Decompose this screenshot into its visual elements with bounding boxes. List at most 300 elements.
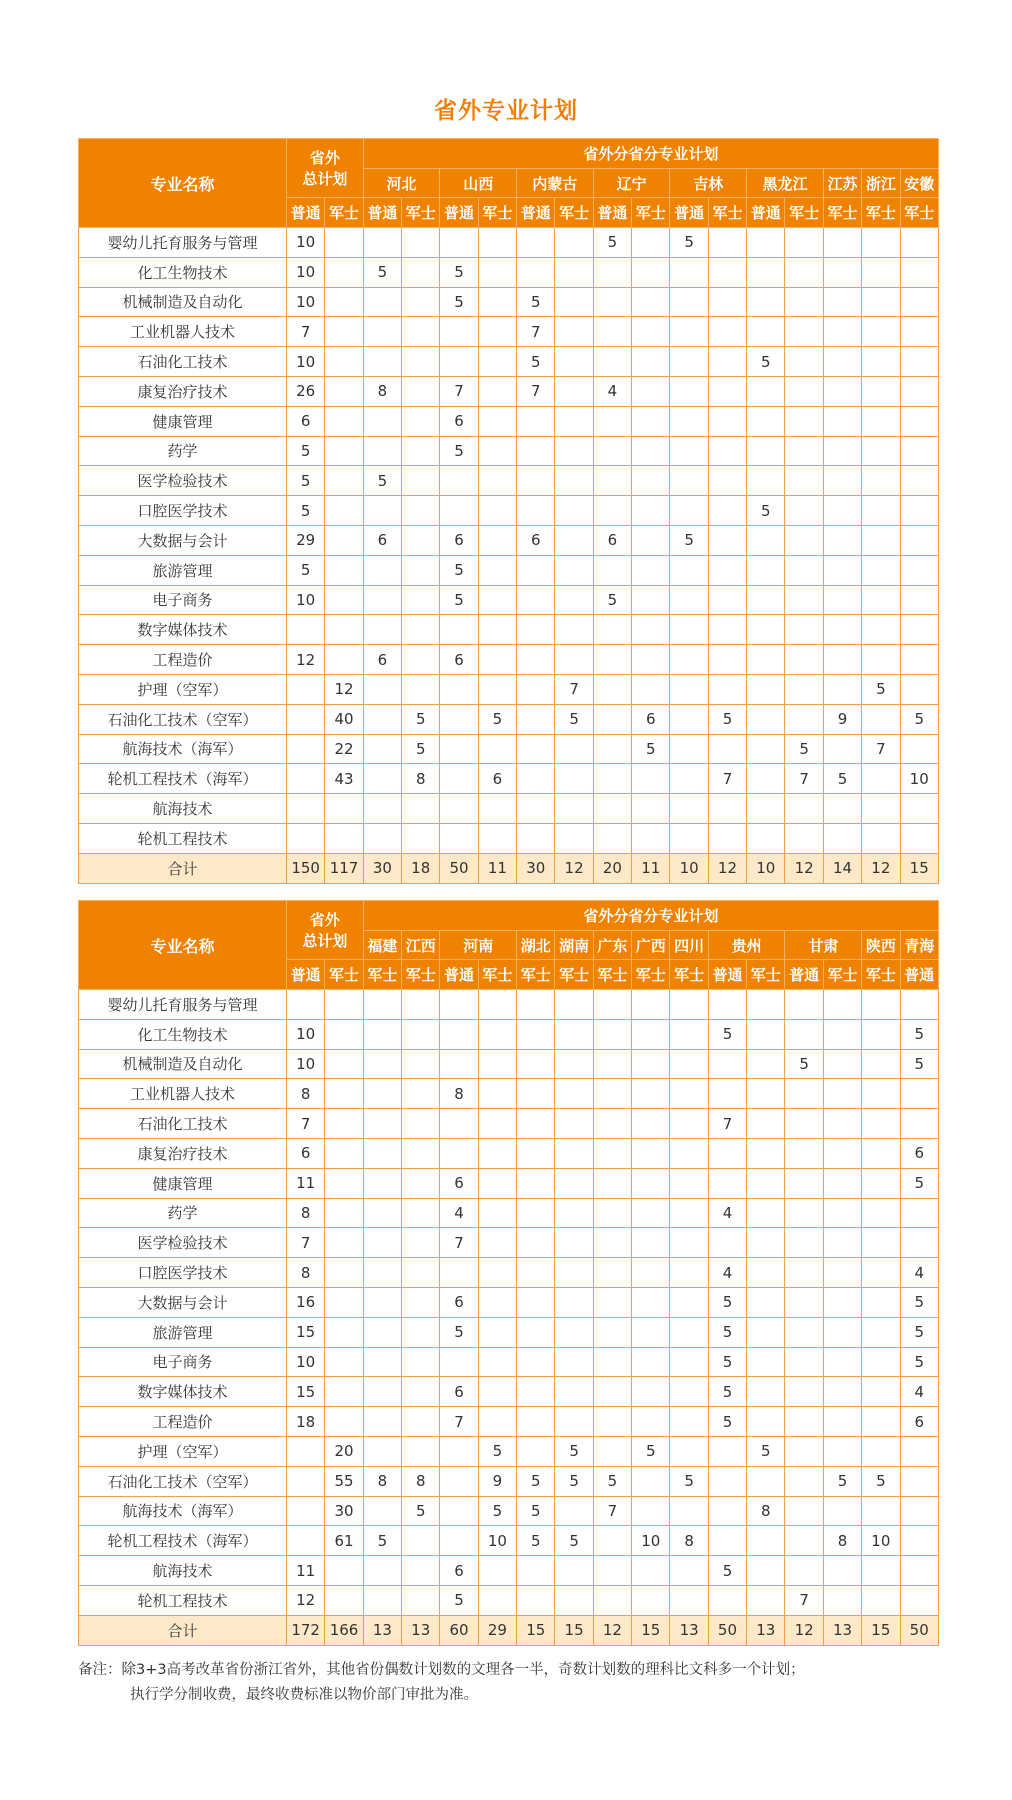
plan-count-cell: 5 (287, 496, 325, 526)
plan-count-cell (823, 615, 861, 645)
plan-count-cell (632, 1556, 670, 1586)
plan-count-cell (363, 436, 401, 466)
province-plan-table-2 (78, 900, 939, 1646)
province-header: 山西 (440, 169, 517, 198)
plan-count-cell (632, 764, 670, 794)
plan-count-cell (517, 228, 555, 258)
plan-count-cell: 5 (517, 287, 555, 317)
plan-count-cell (402, 555, 440, 585)
plan-count-cell: 5 (402, 704, 440, 734)
plan-type-header: 普通 (517, 198, 555, 228)
plan-count-cell (632, 257, 670, 287)
province-header: 广西 (632, 931, 670, 960)
plan-type-header: 军士 (593, 960, 631, 990)
plan-count-cell: 5 (708, 1317, 746, 1347)
plan-count-cell (402, 525, 440, 555)
plan-count-cell (402, 287, 440, 317)
plan-count-cell (862, 525, 900, 555)
plan-count-cell (823, 257, 861, 287)
major-name: 轮机工程技术 (79, 823, 287, 853)
plan-count-cell (517, 1138, 555, 1168)
plan-count-cell: 10 (287, 257, 325, 287)
plan-count-cell (708, 794, 746, 824)
plan-count-cell (823, 525, 861, 555)
plan-count-cell (517, 1436, 555, 1466)
table-row (79, 555, 939, 585)
plan-count-cell (862, 1496, 900, 1526)
plan-count-cell (402, 1317, 440, 1347)
total-count-cell: 20 (593, 853, 631, 883)
total-count-cell: 150 (287, 853, 325, 883)
total-row (79, 853, 939, 883)
major-name: 石油化工技术（空军） (79, 704, 287, 734)
plan-count-cell (402, 347, 440, 377)
plan-count-cell: 7 (440, 1407, 478, 1437)
plan-count-cell (363, 1585, 401, 1615)
plan-count-cell (747, 406, 785, 436)
plan-count-cell (632, 1347, 670, 1377)
plan-count-cell (785, 823, 823, 853)
plan-count-cell (478, 555, 516, 585)
plan-count-cell (747, 1585, 785, 1615)
plan-count-cell (632, 1079, 670, 1109)
plan-count-cell: 61 (325, 1526, 363, 1556)
plan-count-cell (823, 1287, 861, 1317)
plan-count-cell (555, 317, 593, 347)
table-row (79, 704, 939, 734)
plan-count-cell (632, 1228, 670, 1258)
plan-count-cell (478, 1019, 516, 1049)
plan-count-cell (440, 1138, 478, 1168)
plan-count-cell (708, 1466, 746, 1496)
plan-count-cell: 15 (287, 1317, 325, 1347)
plan-type-header: 军士 (632, 960, 670, 990)
plan-count-cell (862, 1436, 900, 1466)
plan-count-cell (747, 1556, 785, 1586)
plan-count-cell (670, 466, 708, 496)
plan-type-header: 普通 (287, 960, 325, 990)
plan-count-cell (478, 1585, 516, 1615)
plan-count-cell (440, 1258, 478, 1288)
plan-count-cell (478, 466, 516, 496)
table-row (79, 1347, 939, 1377)
plan-count-cell (632, 317, 670, 347)
plan-count-cell (747, 674, 785, 704)
plan-count-cell (785, 1019, 823, 1049)
plan-count-cell (593, 347, 631, 377)
plan-count-cell (900, 1496, 938, 1526)
plan-count-cell (440, 1526, 478, 1556)
plan-count-cell (517, 1317, 555, 1347)
plan-count-cell (402, 794, 440, 824)
plan-count-cell (708, 1168, 746, 1198)
major-name: 旅游管理 (79, 1317, 287, 1347)
plan-count-cell (670, 1377, 708, 1407)
plan-count-cell (478, 1079, 516, 1109)
plan-count-cell (900, 317, 938, 347)
total-count-cell: 15 (632, 1615, 670, 1645)
plan-count-cell (555, 1287, 593, 1317)
plan-count-cell (517, 615, 555, 645)
plan-count-cell (785, 1496, 823, 1526)
province-header: 安徽 (900, 169, 938, 198)
plan-count-cell (555, 645, 593, 675)
province-header: 内蒙古 (517, 169, 594, 198)
plan-count-cell (402, 645, 440, 675)
plan-count-cell (785, 317, 823, 347)
plan-count-cell (747, 794, 785, 824)
plan-count-cell (593, 1049, 631, 1079)
plan-count-cell: 5 (708, 1287, 746, 1317)
plan-count-cell (900, 823, 938, 853)
plan-count-cell: 22 (325, 734, 363, 764)
plan-count-cell: 6 (440, 406, 478, 436)
plan-count-cell: 5 (900, 1019, 938, 1049)
plan-count-cell: 7 (287, 317, 325, 347)
province-header: 吉林 (670, 169, 747, 198)
plan-count-cell: 5 (747, 1436, 785, 1466)
plan-count-cell (363, 496, 401, 526)
plan-count-cell (632, 1407, 670, 1437)
plan-type-header: 普通 (593, 198, 631, 228)
plan-count-cell (670, 257, 708, 287)
major-name: 工程造价 (79, 645, 287, 675)
plan-count-cell (363, 674, 401, 704)
plan-count-cell (517, 823, 555, 853)
plan-count-cell (747, 466, 785, 496)
plan-count-cell (823, 317, 861, 347)
plan-count-cell (670, 734, 708, 764)
plan-type-header: 军士 (555, 198, 593, 228)
major-name: 医学检验技术 (79, 1228, 287, 1258)
plan-count-cell (555, 555, 593, 585)
plan-count-cell: 5 (708, 1377, 746, 1407)
plan-count-cell (632, 376, 670, 406)
plan-count-cell: 26 (287, 376, 325, 406)
plan-type-header: 军士 (708, 198, 746, 228)
plan-count-cell (555, 1258, 593, 1288)
plan-count-cell (593, 466, 631, 496)
plan-count-cell: 10 (632, 1526, 670, 1556)
plan-count-cell (708, 406, 746, 436)
plan-type-header: 普通 (440, 198, 478, 228)
plan-count-cell (287, 1466, 325, 1496)
table-row (79, 406, 939, 436)
plan-count-cell (287, 990, 325, 1020)
province-header: 陕西 (862, 931, 900, 960)
plan-count-cell (593, 1198, 631, 1228)
province-header: 湖南 (555, 931, 593, 960)
major-name: 电子商务 (79, 1347, 287, 1377)
plan-count-cell (823, 734, 861, 764)
plan-count-cell (478, 257, 516, 287)
plan-count-cell (555, 376, 593, 406)
plan-count-cell (708, 347, 746, 377)
plan-count-cell (517, 794, 555, 824)
plan-count-cell (325, 1585, 363, 1615)
plan-count-cell (862, 466, 900, 496)
plan-count-cell (900, 1436, 938, 1466)
plan-count-cell (402, 823, 440, 853)
total-count-cell: 29 (478, 1615, 516, 1645)
plan-count-cell (823, 1198, 861, 1228)
total-count-cell: 13 (402, 1615, 440, 1645)
plan-count-cell (555, 1496, 593, 1526)
plan-count-cell (593, 1436, 631, 1466)
major-name: 药学 (79, 436, 287, 466)
plan-count-cell (747, 585, 785, 615)
plan-count-cell (517, 585, 555, 615)
plan-count-cell: 5 (747, 347, 785, 377)
plan-count-cell (862, 1585, 900, 1615)
plan-count-cell (402, 317, 440, 347)
plan-count-cell (555, 257, 593, 287)
major-name: 航海技术 (79, 794, 287, 824)
plan-count-cell (862, 376, 900, 406)
column-header-name: 专业名称 (79, 901, 287, 990)
total-count-cell: 15 (900, 853, 938, 883)
plan-count-cell (363, 228, 401, 258)
plan-count-cell (478, 436, 516, 466)
plan-count-cell (593, 1556, 631, 1586)
plan-count-cell (670, 1198, 708, 1228)
plan-count-cell: 5 (478, 1436, 516, 1466)
plan-count-cell (593, 645, 631, 675)
plan-count-cell (785, 585, 823, 615)
plan-count-cell (593, 615, 631, 645)
plan-count-cell (862, 704, 900, 734)
plan-count-cell (555, 525, 593, 555)
plan-count-cell (555, 1377, 593, 1407)
plan-count-cell: 8 (287, 1079, 325, 1109)
plan-count-cell (593, 1377, 631, 1407)
plan-count-cell (402, 1079, 440, 1109)
plan-count-cell: 10 (287, 1049, 325, 1079)
plan-count-cell: 8 (440, 1079, 478, 1109)
plan-count-cell: 7 (785, 764, 823, 794)
plan-count-cell (862, 555, 900, 585)
major-name: 石油化工技术（空军） (79, 1466, 287, 1496)
plan-count-cell (670, 823, 708, 853)
plan-count-cell (632, 1466, 670, 1496)
plan-count-cell (862, 257, 900, 287)
plan-count-cell: 6 (287, 1138, 325, 1168)
plan-count-cell (632, 347, 670, 377)
plan-count-cell: 5 (785, 734, 823, 764)
plan-count-cell (708, 1079, 746, 1109)
plan-count-cell: 10 (287, 287, 325, 317)
plan-count-cell (670, 1109, 708, 1139)
plan-count-cell: 5 (555, 1436, 593, 1466)
plan-count-cell (287, 1436, 325, 1466)
plan-count-cell (478, 1168, 516, 1198)
plan-count-cell: 5 (402, 1496, 440, 1526)
plan-type-header: 普通 (747, 198, 785, 228)
column-header-name: 专业名称 (79, 139, 287, 228)
plan-count-cell (670, 1019, 708, 1049)
plan-count-cell (517, 1079, 555, 1109)
plan-count-cell (823, 585, 861, 615)
footnote-line-1: 备注：除3+3高考改革省份浙江省外，其他省份偶数计划数的文理各一半，奇数计划数的理科比文科多一个计划； (78, 1662, 805, 1678)
plan-count-cell (555, 1585, 593, 1615)
plan-count-cell: 5 (440, 257, 478, 287)
plan-count-cell (747, 1019, 785, 1049)
plan-count-cell: 5 (900, 704, 938, 734)
total-count-cell: 13 (823, 1615, 861, 1645)
plan-type-header: 军士 (785, 198, 823, 228)
plan-count-cell (478, 317, 516, 347)
plan-count-cell (785, 1317, 823, 1347)
total-count-cell: 50 (440, 853, 478, 883)
table-row (79, 585, 939, 615)
plan-count-cell (632, 1138, 670, 1168)
plan-count-cell (287, 794, 325, 824)
plan-count-cell (555, 823, 593, 853)
plan-count-cell (440, 496, 478, 526)
plan-count-cell: 5 (900, 1049, 938, 1079)
total-count-cell: 15 (517, 1615, 555, 1645)
plan-count-cell (517, 1287, 555, 1317)
plan-count-cell (478, 1407, 516, 1437)
plan-count-cell (670, 1079, 708, 1109)
plan-count-cell (555, 794, 593, 824)
plan-count-cell (402, 1109, 440, 1139)
plan-count-cell: 6 (440, 1168, 478, 1198)
total-count-cell: 117 (325, 853, 363, 883)
plan-count-cell (785, 990, 823, 1020)
plan-count-cell (555, 1168, 593, 1198)
plan-count-cell (862, 645, 900, 675)
plan-count-cell (517, 1228, 555, 1258)
plan-count-cell: 6 (440, 525, 478, 555)
plan-count-cell (593, 1109, 631, 1139)
plan-count-cell (823, 1585, 861, 1615)
plan-count-cell (785, 555, 823, 585)
table-row (79, 1585, 939, 1615)
plan-count-cell (593, 1317, 631, 1347)
plan-count-cell (363, 1258, 401, 1288)
plan-type-header: 军士 (555, 960, 593, 990)
major-name: 轮机工程技术 (79, 1585, 287, 1615)
plan-count-cell (900, 376, 938, 406)
plan-count-cell (862, 1079, 900, 1109)
total-count-cell: 13 (363, 1615, 401, 1645)
plan-count-cell (632, 406, 670, 436)
plan-count-cell: 5 (670, 228, 708, 258)
plan-count-cell (593, 1079, 631, 1109)
plan-count-cell (862, 1019, 900, 1049)
plan-count-cell (287, 764, 325, 794)
plan-count-cell (670, 436, 708, 466)
plan-count-cell (862, 1556, 900, 1586)
plan-count-cell (785, 1138, 823, 1168)
plan-count-cell (478, 823, 516, 853)
plan-count-cell (440, 466, 478, 496)
plan-count-cell (747, 1109, 785, 1139)
plan-count-cell (555, 990, 593, 1020)
plan-count-cell (785, 615, 823, 645)
plan-count-cell (823, 990, 861, 1020)
plan-count-cell (862, 1168, 900, 1198)
plan-count-cell (363, 704, 401, 734)
plan-count-cell (823, 436, 861, 466)
plan-count-cell (632, 287, 670, 317)
plan-count-cell (402, 1556, 440, 1586)
plan-count-cell (325, 1228, 363, 1258)
plan-count-cell (402, 257, 440, 287)
plan-count-cell (785, 496, 823, 526)
plan-count-cell (708, 376, 746, 406)
plan-count-cell: 5 (823, 1466, 861, 1496)
plan-count-cell (785, 436, 823, 466)
plan-count-cell: 5 (900, 1168, 938, 1198)
plan-count-cell (708, 1526, 746, 1556)
plan-count-cell (670, 1496, 708, 1526)
plan-count-cell (632, 990, 670, 1020)
plan-count-cell (747, 645, 785, 675)
plan-count-cell (632, 1377, 670, 1407)
plan-count-cell (325, 287, 363, 317)
plan-count-cell (517, 1407, 555, 1437)
plan-count-cell (325, 228, 363, 258)
plan-count-cell (402, 1526, 440, 1556)
plan-count-cell: 8 (747, 1496, 785, 1526)
plan-type-header: 普通 (440, 960, 478, 990)
plan-count-cell (363, 1019, 401, 1049)
plan-count-cell (402, 1436, 440, 1466)
plan-count-cell (670, 1407, 708, 1437)
plan-count-cell (632, 496, 670, 526)
table-row (79, 317, 939, 347)
plan-count-cell (402, 1407, 440, 1437)
plan-count-cell (747, 436, 785, 466)
plan-count-cell (670, 1049, 708, 1079)
plan-type-header: 军士 (402, 960, 440, 990)
plan-count-cell (747, 1258, 785, 1288)
plan-count-cell (747, 317, 785, 347)
plan-count-cell (823, 1377, 861, 1407)
plan-count-cell (517, 466, 555, 496)
plan-count-cell: 4 (593, 376, 631, 406)
plan-count-cell (325, 1258, 363, 1288)
plan-count-cell: 6 (440, 645, 478, 675)
major-name: 康复治疗技术 (79, 1138, 287, 1168)
plan-count-cell (632, 1109, 670, 1139)
plan-count-cell: 20 (325, 1436, 363, 1466)
plan-count-cell (785, 1228, 823, 1258)
province-header: 江苏 (823, 169, 861, 198)
plan-count-cell (823, 1347, 861, 1377)
table-row (79, 1168, 939, 1198)
plan-count-cell (900, 585, 938, 615)
plan-count-cell (555, 1407, 593, 1437)
plan-count-cell: 16 (287, 1287, 325, 1317)
plan-count-cell (900, 645, 938, 675)
plan-count-cell (823, 1019, 861, 1049)
plan-count-cell: 30 (325, 1496, 363, 1526)
plan-count-cell (823, 496, 861, 526)
plan-count-cell (325, 555, 363, 585)
province-header: 福建 (363, 931, 401, 960)
total-count-cell: 12 (862, 853, 900, 883)
plan-count-cell: 5 (440, 436, 478, 466)
plan-count-cell: 5 (593, 585, 631, 615)
province-plan-table-1 (78, 138, 939, 884)
plan-count-cell (747, 1168, 785, 1198)
province-header: 黑龙江 (747, 169, 824, 198)
plan-count-cell (440, 674, 478, 704)
plan-count-cell (402, 1377, 440, 1407)
